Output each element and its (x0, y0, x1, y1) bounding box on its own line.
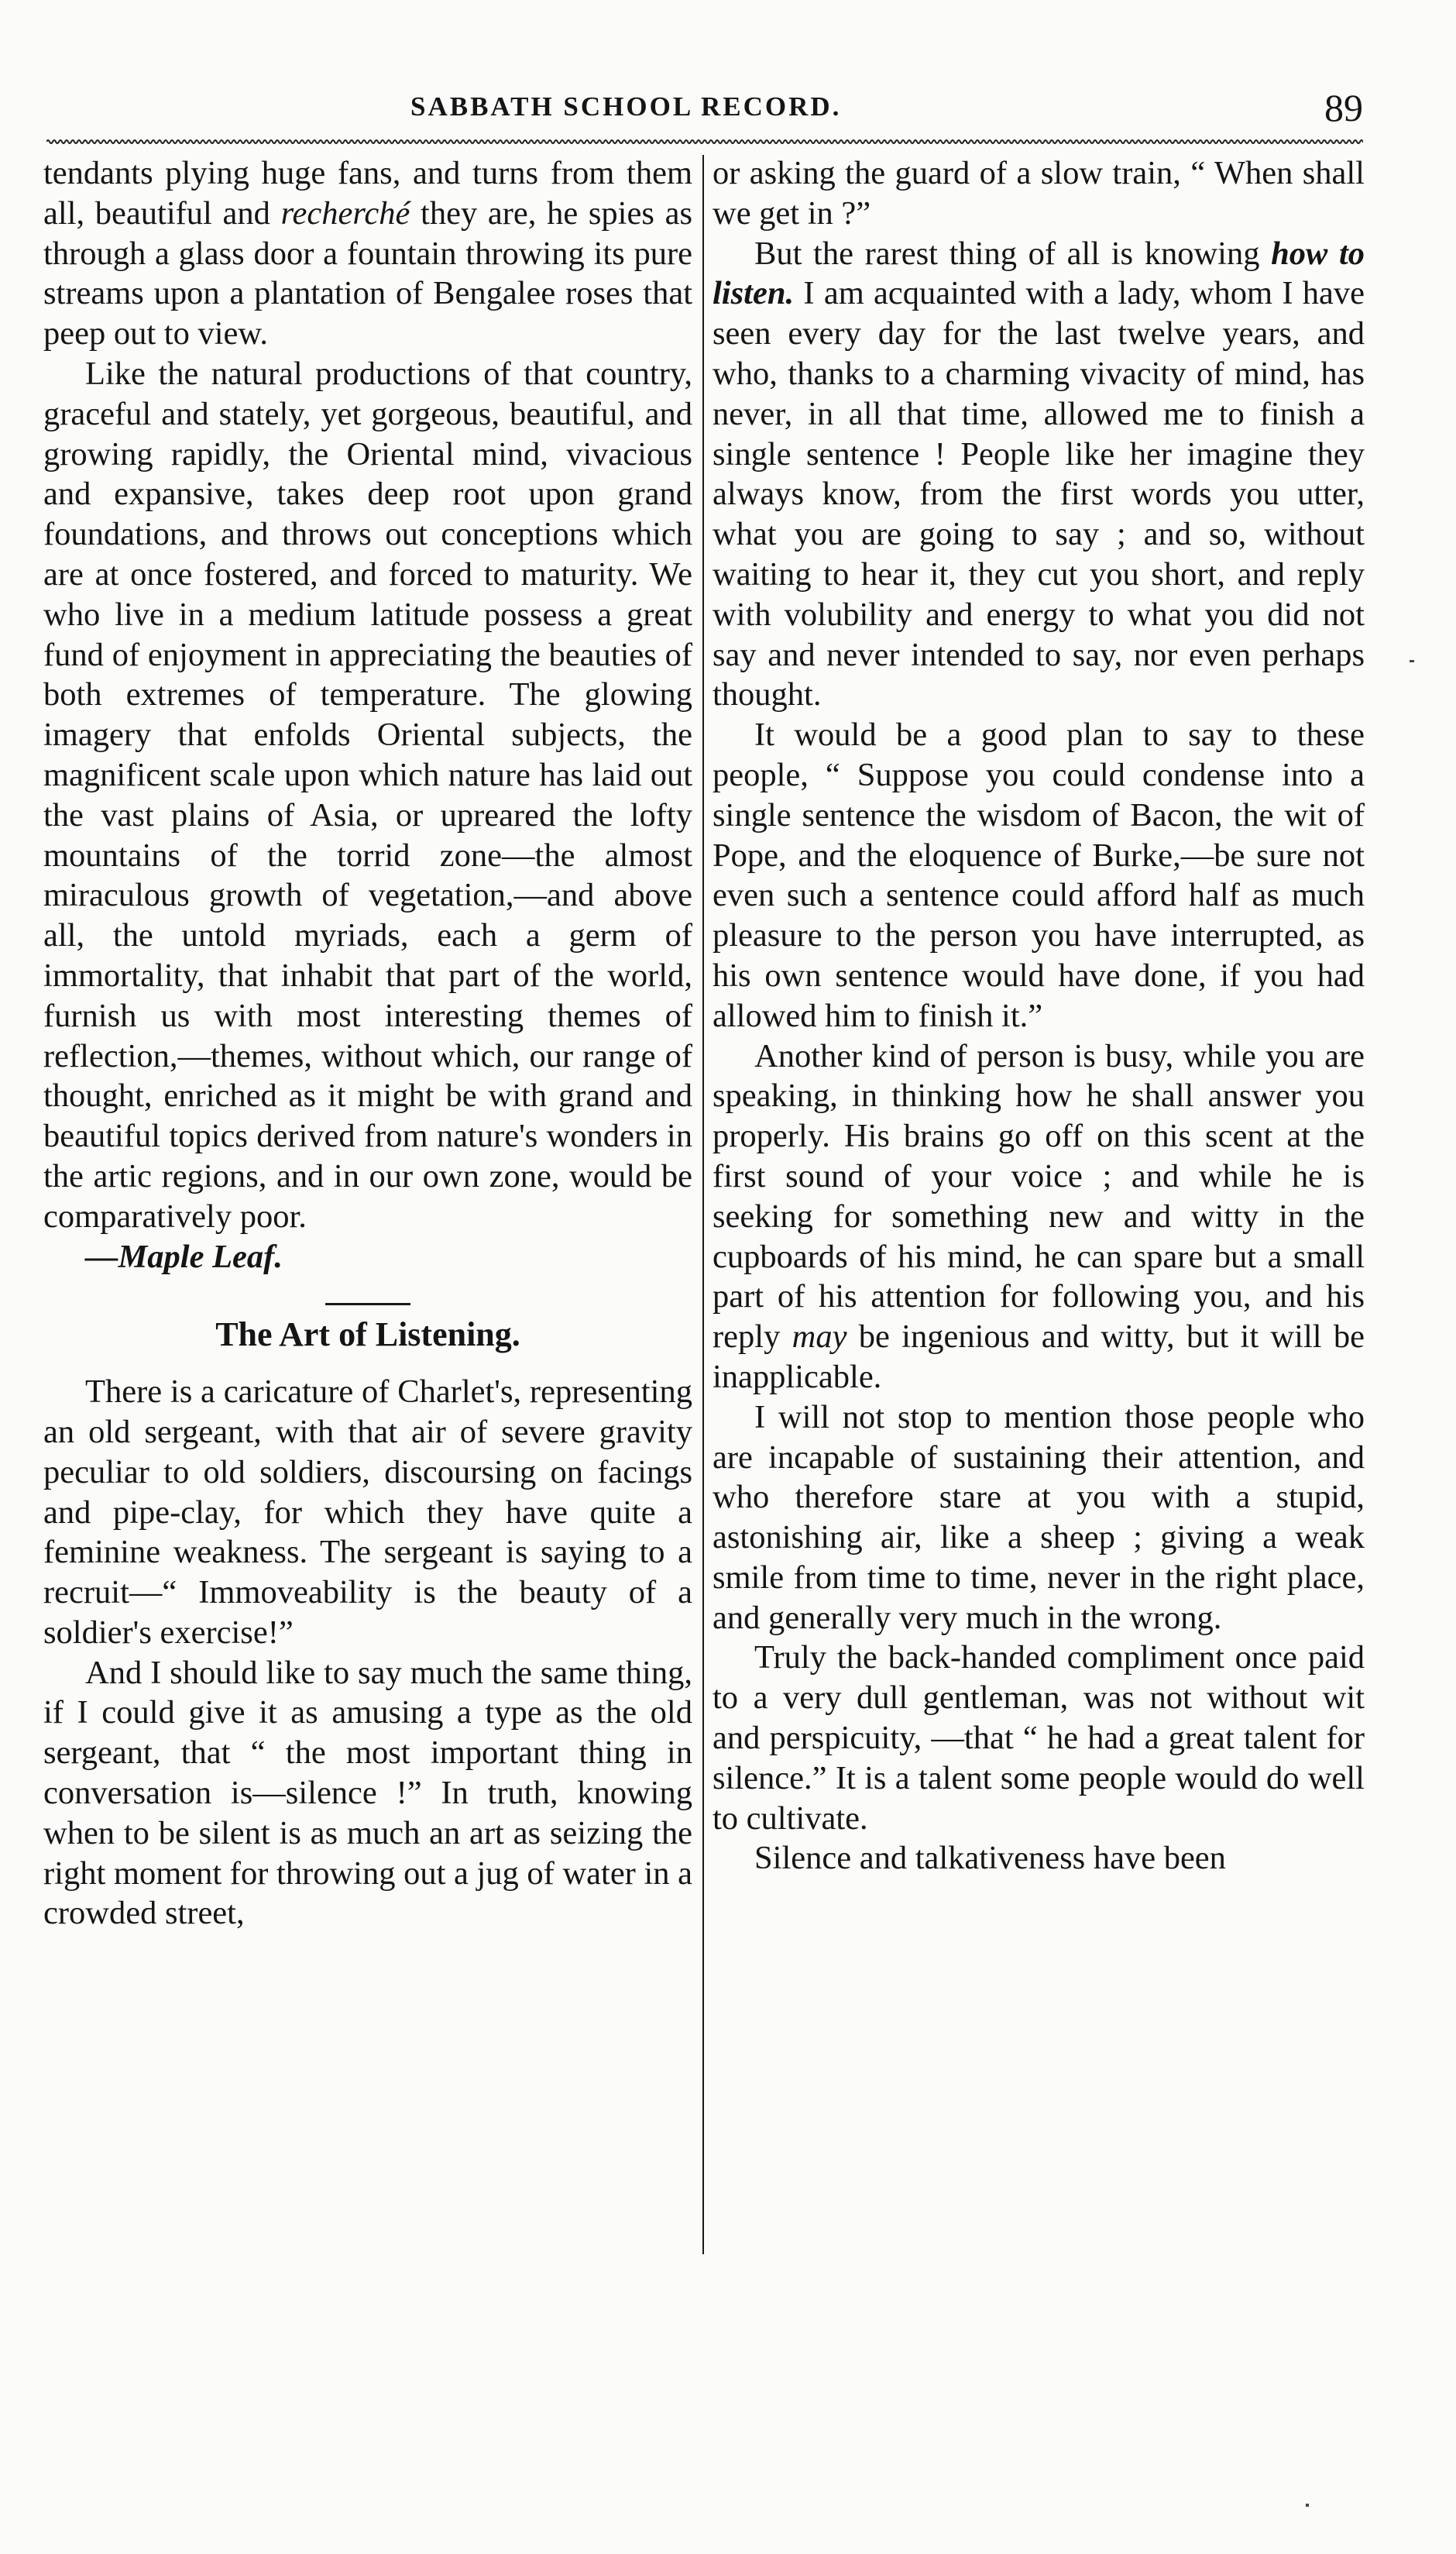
paragraph: Truly the back-handed compliment once paid to a very dull gentleman, was not without wit and perspicuity, —that “ he had a great talent for silence.” It is a talent some people would do well to cultivate. (713, 1639, 1365, 1837)
paragraph-text: I am acquainted with a lady, whom I have seen every day for the last twelve years, and who, thanks to a charming vivacity of mind, has never, in all that time, allowed me to finish a single sentence ! People like her imagine they always know, from the first words you utter, what you are going to say ; and so, without waiting to hear it, they cut you short, and reply with volubility and energy to what you did not say and never intended to say, nor even perhaps thought. (713, 275, 1365, 713)
paragraph: There is a caricature of Charlet's, representing an old sergeant, with that air of severe gravity peculiar to old soldiers, discoursing on facings and pipe-clay, for which they have quite a feminine weakness. The sergeant is saying to a recruit—“ Immoveability is the beauty of a soldier's exercise!” (43, 1373, 692, 1651)
paragraph (713, 1036, 1365, 1397)
paragraph-text: But the rarest thing of all is knowing (754, 235, 1272, 272)
section-divider-rule (325, 1303, 410, 1305)
paragraph (713, 234, 1365, 716)
paragraph: It would be a good plan to say to these people, “ Suppose you could condense into a single sentence the wisdom of Bacon, the wit of Pope, and the eloquence of Burke,—be sure not even such a sentence could afford half as much pleasure to the person you have interrupted, as his own sentence would have done, if you had allowed him to finish it.” (713, 717, 1365, 1034)
right-column (713, 153, 1365, 1879)
paragraph-text: they are, he spies as through a glass door a fountain throwing its pure streams upon a plantation of Bengalee roses that peep out to view. (43, 194, 692, 352)
left-column (43, 153, 692, 1934)
emphasis-text: may (792, 1318, 847, 1356)
running-head-title: SABBATH SCHOOL RECORD. (410, 91, 842, 122)
column-divider (702, 155, 704, 2254)
section-title: The Art of Listening. (215, 1315, 520, 1354)
paragraph-text: tendants plying huge fans, and turns from them all, beautiful and (43, 155, 692, 232)
paragraph: Like the natural productions of that country, graceful and stately, yet gorgeous, beautiful, and growing rapidly, the Oriental mind, vivacious and expansive, takes deep root upon grand foundations, and throws out conceptions which are at once fostered, and forced to maturity. We who live in a medium latitude possess a great fund of enjoyment in appreciating the beauties of both extremes of temperature. The glowing imagery that enfolds Oriental subjects, the magnificent scale upon which nature has laid out the vast plains of Asia, or upreared the lofty mountains of the torrid zone—the almost miraculous growth of vegetation,—and above all, the untold myriads, each a germ of immortality, that inhabit that part of the world, furnish us with most interesting themes of reflection,—themes, without which, our range of thought, enriched as it might be with grand and beautiful topics derived from nature's wonders in the artic regions, and in our own zone, would be comparatively poor. (43, 355, 692, 1235)
paragraph-text: be ingenious and witty, but it will be inapplicable. (713, 1318, 1365, 1395)
signature: —Maple Leaf. (85, 1238, 283, 1275)
header-wavy-rule (46, 138, 1363, 146)
paragraph: Silence and talkativeness have been (754, 1840, 1226, 1877)
emphasis-text: how to listen. (713, 235, 1365, 312)
paragraph-text: Another kind of person is busy, while you are speaking, in thinking how he shall answer you properly. His brains go off on this scent at the first sound of your voice ; and while he is seeking for something new and witty in the cupboards of his mind, he can spare but a small part of his attention for following you, and his reply (713, 1037, 1365, 1356)
paragraph: And I should like to say much the same thing, if I could give it as amusing a type as the old sergeant, that “ the most important thing in conversation is—silence !” In truth, knowing when to be silent is as much an art as seizing the right moment for throwing out a jug of water in a crowded street, (43, 1654, 693, 1932)
paragraph (43, 153, 692, 354)
print-speck (1410, 660, 1414, 662)
print-speck (1306, 2504, 1309, 2507)
paragraph: I will not stop to mention those people who are incapable of sustaining their attention, and who therefore stare at you with a stupid, astonishing air, like a sheep ; giving a weak smile from time to time, never in the right place, and generally very much in the wrong. (713, 1398, 1365, 1636)
page-number: 89 (1324, 86, 1363, 129)
paragraph: or asking the guard of a slow train, “ When shall we get in ?” (713, 155, 1365, 232)
running-head (46, 86, 1363, 138)
emphasis-text: recherché (280, 194, 410, 232)
